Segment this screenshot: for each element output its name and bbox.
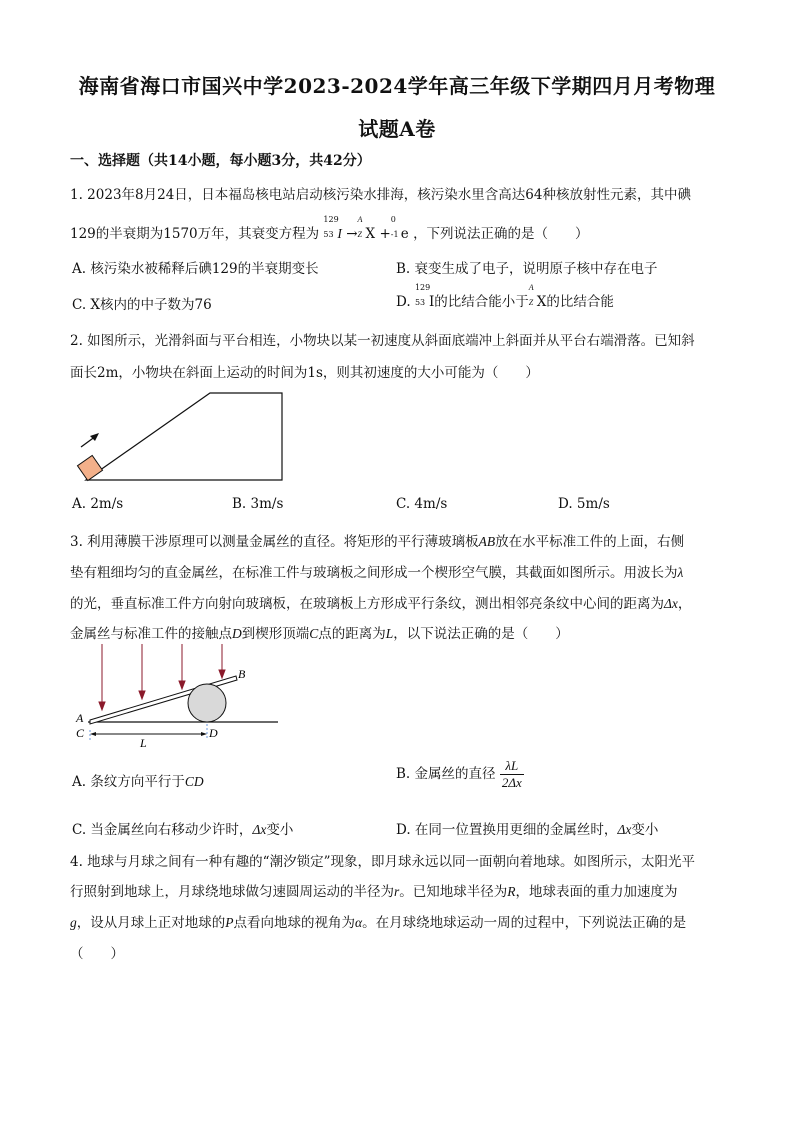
wedge-interference-diagram bbox=[70, 640, 285, 752]
exam-title-line1: 海南省海口市国兴中学2023-2024学年高三年级下学期四月月考物理 bbox=[78, 74, 716, 98]
q4-line4: （ ） bbox=[70, 946, 124, 962]
q1-option-c: C. X核内的中子数为76 bbox=[72, 297, 212, 313]
incline-platform-outline bbox=[86, 393, 282, 480]
label-c: C bbox=[76, 726, 85, 740]
q3-option-b: B. 金属丝的直径 $\frac{\lambda L}{2\Delta x}$ bbox=[396, 758, 522, 790]
q2-option-c: C. 4m/s bbox=[396, 496, 448, 512]
q1-line1: 1. 2023年8月24日，日本福岛核电站启动核污染水排海，核污染水里含高达64种核放射性元素，其中碘 bbox=[70, 187, 691, 203]
q4-line2: 行照射到地球上，月球绕地球做匀速圆周运动的半径为r。已知地球半径为R，地球表面的重力加速度为 bbox=[70, 884, 678, 900]
q4-line1: 4. 地球与月球之间有一种有趣的“潮汐锁定”现象，即月球永远以同一面朝向着地球。如图所示，太阳光平 bbox=[70, 854, 695, 870]
q1-line2-end: ，下列说法正确的是（ ） bbox=[413, 226, 589, 242]
q3-line2: 垫有粗细均匀的直金属丝，在标准工件与玻璃板之间形成一个楔形空气膜，其截面如图所示。用波长为λ bbox=[70, 565, 684, 581]
label-a: A bbox=[76, 711, 84, 725]
label-l: L bbox=[140, 736, 147, 750]
q3-option-d: D. 在同一位置换用更细的金属丝时，Δx变小 bbox=[396, 822, 659, 838]
exam-title-line2: 试题A卷 bbox=[358, 117, 436, 141]
q3-option-a: A. 条纹方向平行于CD bbox=[72, 774, 204, 790]
section-heading: 一、选择题（共14小题，每小题3分，共42分） bbox=[70, 153, 371, 169]
q2-line2: 面长2m，小物块在斜面上运动的时间为1s，则其初速度的大小可能为（ ） bbox=[70, 365, 539, 381]
q2-line1: 2. 如图所示，光滑斜面与平台相连，小物块以某一初速度从斜面底端冲上斜面并从平台右端滑落。已知斜 bbox=[70, 333, 695, 349]
q1-line2 bbox=[70, 215, 589, 242]
q3-line4: 金属丝与标准工件的接触点D到楔形顶端C点的距离为L，以下说法正确的是（ ） bbox=[70, 626, 569, 642]
q2-option-b: B. 3m/s bbox=[232, 496, 284, 512]
label-d: D bbox=[209, 726, 218, 740]
decay-equation: 129 53 I → A Z X + 0 -1 e bbox=[323, 215, 409, 242]
q2-option-a: A. 2m/s bbox=[72, 496, 124, 512]
metal-wire bbox=[188, 684, 226, 722]
q4-line3: g，设从月球上正对地球的P点看向地球的视角为α。在月球绕地球运动一周的过程中，下列说法正确的是 bbox=[70, 915, 687, 931]
incline-diagram bbox=[70, 385, 310, 485]
q1-option-d: D. 129 53 I的比结合能小于 A Z X的比结合能 bbox=[396, 283, 614, 310]
q2-option-d: D. 5m/s bbox=[558, 496, 610, 512]
q1-option-a: A. 核污染水被稀释后碘129的半衰期变长 bbox=[72, 261, 319, 277]
q1-option-b: B. 衰变生成了电子，说明原子核中存在电子 bbox=[396, 261, 658, 277]
q3-option-c: C. 当金属丝向右移动少许时，Δx变小 bbox=[72, 822, 294, 838]
label-b: B bbox=[238, 667, 246, 681]
q3-line3: 的光，垂直标准工件方向射向玻璃板，在玻璃板上方形成平行条纹，测出相邻亮条纹中心间的距离为Δx， bbox=[70, 596, 692, 612]
sliding-block bbox=[77, 455, 102, 480]
q3-line1: 3. 利用薄膜干涉原理可以测量金属丝的直径。将矩形的平行薄玻璃板AB放在水平标准工件的上面，右侧 bbox=[70, 534, 685, 550]
q1-line2-text: 129的半衰期为1570万年，其衰变方程为 bbox=[70, 226, 320, 242]
diameter-fraction: $\frac{\lambda L}{2\Delta x}$ bbox=[501, 758, 522, 790]
